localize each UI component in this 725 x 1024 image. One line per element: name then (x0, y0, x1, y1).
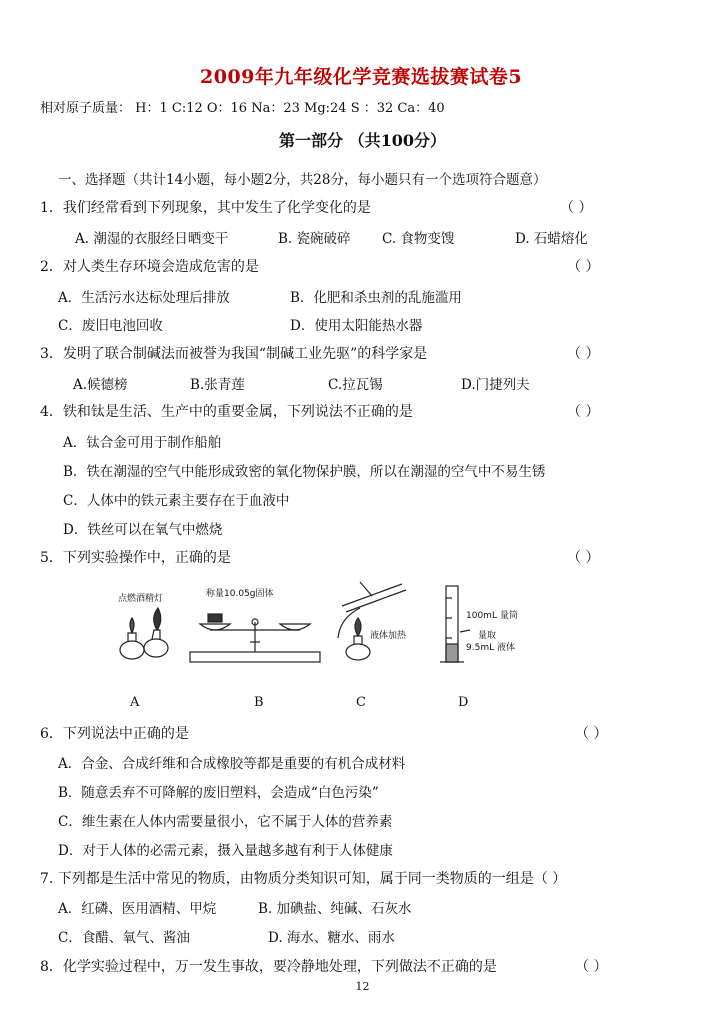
question-1-option-a: A. 潮湿的衣服经日晒变干 (75, 231, 229, 247)
balance-drawing (190, 614, 320, 662)
question-5-option-c: C (356, 695, 366, 710)
answer-bracket: （ ） (567, 550, 600, 566)
alcohol-lamps-drawing (120, 608, 168, 659)
question-3-stem: 3．发明了联合制碱法而被誉为我国“制碱工业先驱”的科学家是 (40, 346, 428, 362)
question-5-option-b: B (254, 695, 264, 710)
question-4-option-a: A．钛合金可用于制作船舶 (63, 435, 222, 451)
test-tube-heating-drawing (338, 582, 406, 660)
question-1-option-c: C. 食物变馊 (382, 231, 455, 247)
question-5-stem: 5．下列实验操作中，正确的是 (40, 550, 231, 566)
figure-label-d-volume: 9.5mL 液体 (466, 643, 515, 653)
question-4-option-d: D．铁丝可以在氧气中燃烧 (63, 522, 223, 538)
question-4-option-c: C．人体中的铁元素主要存在于血液中 (63, 493, 290, 509)
answer-bracket: （ ） (567, 404, 600, 420)
question-6-option-b: B．随意丢弃不可降解的废旧塑料，会造成“白色污染” (58, 785, 379, 801)
question-2-option-b: B．化肥和杀虫剂的乱施滥用 (290, 290, 462, 306)
question-7-option-a: A．红磷、医用酒精、甲烷 (58, 901, 217, 917)
question-2-option-a: A．生活污水达标处理后排放 (58, 290, 230, 306)
answer-bracket: （ ） (567, 346, 600, 362)
lab-apparatus-figure (110, 578, 530, 668)
question-6-option-a: A．合金、合成纤维和合成橡胶等都是重要的有机合成材料 (58, 756, 406, 772)
atomic-mass-line: 相对原子质量： H：1 C:12 O：16 Na：23 Mg:24 S ：32 Ca：40 (40, 101, 445, 116)
question-1-option-b: B. 瓷碗破碎 (278, 231, 351, 247)
question-1-option-d: D. 石蜡熔化 (515, 231, 588, 247)
figure-label-c: 液体加热 (370, 631, 407, 641)
figure-label-b: 称量10.05g固体 (206, 589, 274, 599)
question-4-stem: 4．铁和钛是生活、生产中的重要金属，下列说法不正确的是 (40, 404, 413, 420)
question-6-option-d: D．对于人体的必需元素，摄入量越多越有利于人体健康 (58, 843, 393, 859)
question-3-option-a: A.候德榜 (73, 377, 128, 393)
question-7-option-c: C．食醋、氧气、酱油 (58, 930, 190, 946)
question-7-option-b: B. 加碘盐、纯碱、石灰水 (258, 901, 412, 917)
page-number: 12 (355, 980, 370, 993)
question-6-option-c: C．维生素在人体内需要量很小，它不属于人体的营养素 (58, 814, 393, 830)
answer-bracket: （ ） (567, 259, 600, 275)
question-7-stem: 7. 下列都是生活中常见的物质，由物质分类知识可知，属于同一类物质的一组是（ ） (40, 871, 567, 887)
answer-bracket: （ ） (575, 959, 608, 975)
question-8-stem: 8．化学实验过程中，万一发生事故，要冷静地处理，下列做法不正确的是 (40, 959, 497, 975)
answer-bracket: （ ） (575, 726, 608, 742)
question-7-option-d: D. 海水、糖水、雨水 (268, 930, 395, 946)
question-6-stem: 6．下列说法中正确的是 (40, 726, 189, 742)
question-4-option-b: B．铁在潮湿的空气中能形成致密的氧化物保护膜，所以在潮湿的空气中不易生锈 (63, 464, 546, 480)
question-2-option-c: C．废旧电池回收 (58, 318, 163, 334)
question-1-stem: 1．我们经常看到下列现象，其中发生了化学变化的是 (40, 200, 371, 216)
part-heading: 第一部分 （共100分） (279, 131, 446, 150)
section-heading: 一、选择题（共计14小题，每小题2分，共28分，每小题只有一个选项符合题意） (58, 172, 547, 188)
exam-title: 2009年九年级化学竞赛选拔赛试卷5 (200, 66, 523, 88)
question-2-option-d: D．使用太阳能热水器 (290, 318, 423, 334)
question-2-stem: 2．对人类生存环境会造成危害的是 (40, 259, 259, 275)
answer-bracket: （ ） (560, 200, 593, 216)
question-5-option-d: D (458, 695, 469, 710)
figure-label-d-cylinder: 100mL 量筒 (466, 611, 518, 621)
question-3-option-b: B.张青莲 (190, 377, 245, 393)
figure-label-a: 点燃酒精灯 (118, 594, 164, 604)
question-3-option-d: D.门捷列夫 (461, 377, 530, 393)
question-5-option-a: A (130, 695, 140, 710)
figure-label-d-measure: 量取 (478, 631, 497, 641)
question-3-option-c: C.拉瓦锡 (328, 377, 383, 393)
